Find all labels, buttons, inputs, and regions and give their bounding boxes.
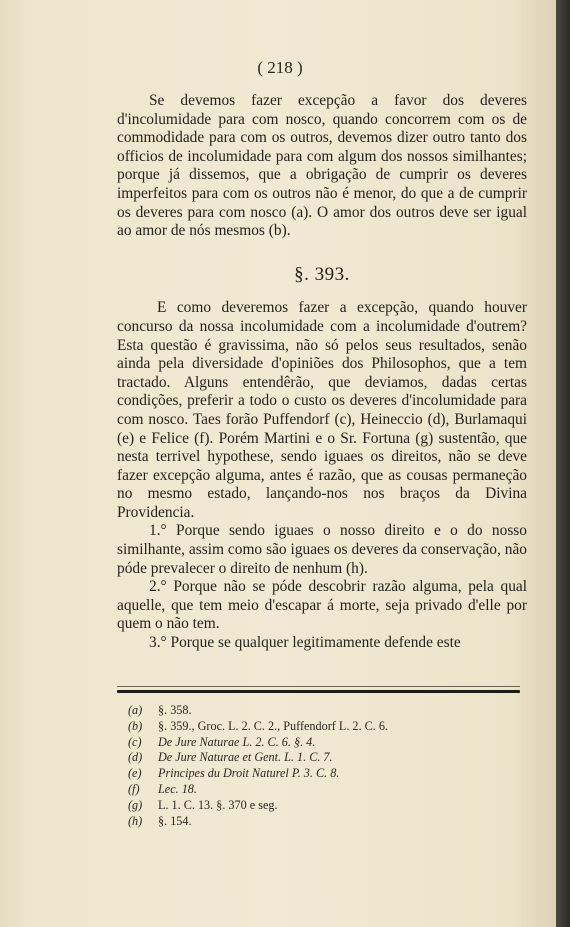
paragraph-2: E como deveremos fazer a excepção, quando houver concurso da nossa incolumidade com a incolumidade d'outrem? Esta questão é gravissima, não só pelos seus resultados, senão ainda pela diversidade d'opiniões dos Philosophos, que a tem tractado. Alguns entendêrão, que deviamos, dadas certas condições, preferir a todo o custo os deveres d'incolumidade para com nosco. Taes forão Puffendorf (c), Heineccio (d), Burlamaqui (e) e Felice (f). Porém Martini e o Sr. Fortuna (g) sustentão, que nesta terrivel hypothese, sendo iguaes os direitos, não se deve fazer excepção alguma, antes é razão, que as cousas permaneção no mesmo estado, lançando-nos nos braços da Divina Providencia.	[117, 299, 527, 521]
footnote-e	[128, 766, 528, 782]
footnote-label: (d)	[128, 750, 143, 765]
page-number: ( 218 )	[257, 58, 303, 77]
main-text	[117, 92, 527, 653]
footnote-text: §. 154.	[158, 813, 192, 828]
footnote-rule-thin	[117, 686, 520, 687]
book-spine-edge	[556, 0, 570, 927]
paragraph-4: 2.° Porque não se póde descobrir razão alguma, pela qual aquelle, que tem meio d'escapar á morte, seja privado d'elle por quem o não tem.	[117, 578, 527, 633]
footnote-a	[128, 703, 528, 719]
footnote-label: (c)	[128, 734, 142, 749]
footnote-label: (h)	[128, 813, 143, 828]
section-title: §. 393.	[294, 263, 350, 285]
paragraph-3: 1.° Porque sendo iguaes o nosso direito e o do nosso similhante, assim como são iguaes os deveres da conservação, não póde prevalecer o direito de nenhum (h).	[117, 522, 527, 577]
footnote-text: §. 359., Groc. L. 2. C. 2., Puffendorf L. 2. C. 6.	[158, 718, 388, 733]
footnote-label: (g)	[128, 797, 143, 812]
footnote-label: (e)	[128, 766, 142, 781]
footnote-rule	[117, 690, 520, 693]
footnote-text: L. 1. C. 13. §. 370 e seg.	[158, 797, 278, 812]
footnote-text: §. 358.	[158, 703, 192, 717]
footnote-b	[128, 719, 528, 735]
paragraph-5: 3.° Porque se qualquer legitimamente defende este	[149, 634, 461, 652]
footnote-d	[128, 750, 528, 766]
footnotes	[128, 703, 528, 829]
footnote-h	[128, 814, 528, 830]
footnote-c	[128, 735, 528, 751]
footnote-g	[128, 798, 528, 814]
footnote-label: (b)	[128, 718, 143, 733]
footnote-text: De Jure Naturae et Gent. L. 1. C. 7.	[158, 750, 333, 765]
paragraph-1: Se devemos fazer excepção a favor dos deveres d'incolumidade para com nosco, quando concorrem com os de commodidade para com os outros, devemos dizer outro tanto dos officios de incolumidade para com algum dos nossos similhantes; porque já dissemos, que a obrigação de cumprir os deveres imperfeitos para com os outros não é menor, do que a de cumprir os deveres para com nosco (a). O amor dos outros deve ser igual ao amor de nós mesmos (b).	[117, 92, 527, 240]
footnote-label: (f)	[128, 781, 140, 796]
footnote-text: Principes du Droit Naturel P. 3. C. 8.	[158, 766, 340, 781]
footnote-label: (a)	[128, 703, 143, 717]
footnote-f	[128, 782, 528, 798]
footnote-text: De Jure Naturae L. 2. C. 6. §. 4.	[158, 734, 316, 749]
footnote-text: Lec. 18.	[158, 781, 197, 796]
